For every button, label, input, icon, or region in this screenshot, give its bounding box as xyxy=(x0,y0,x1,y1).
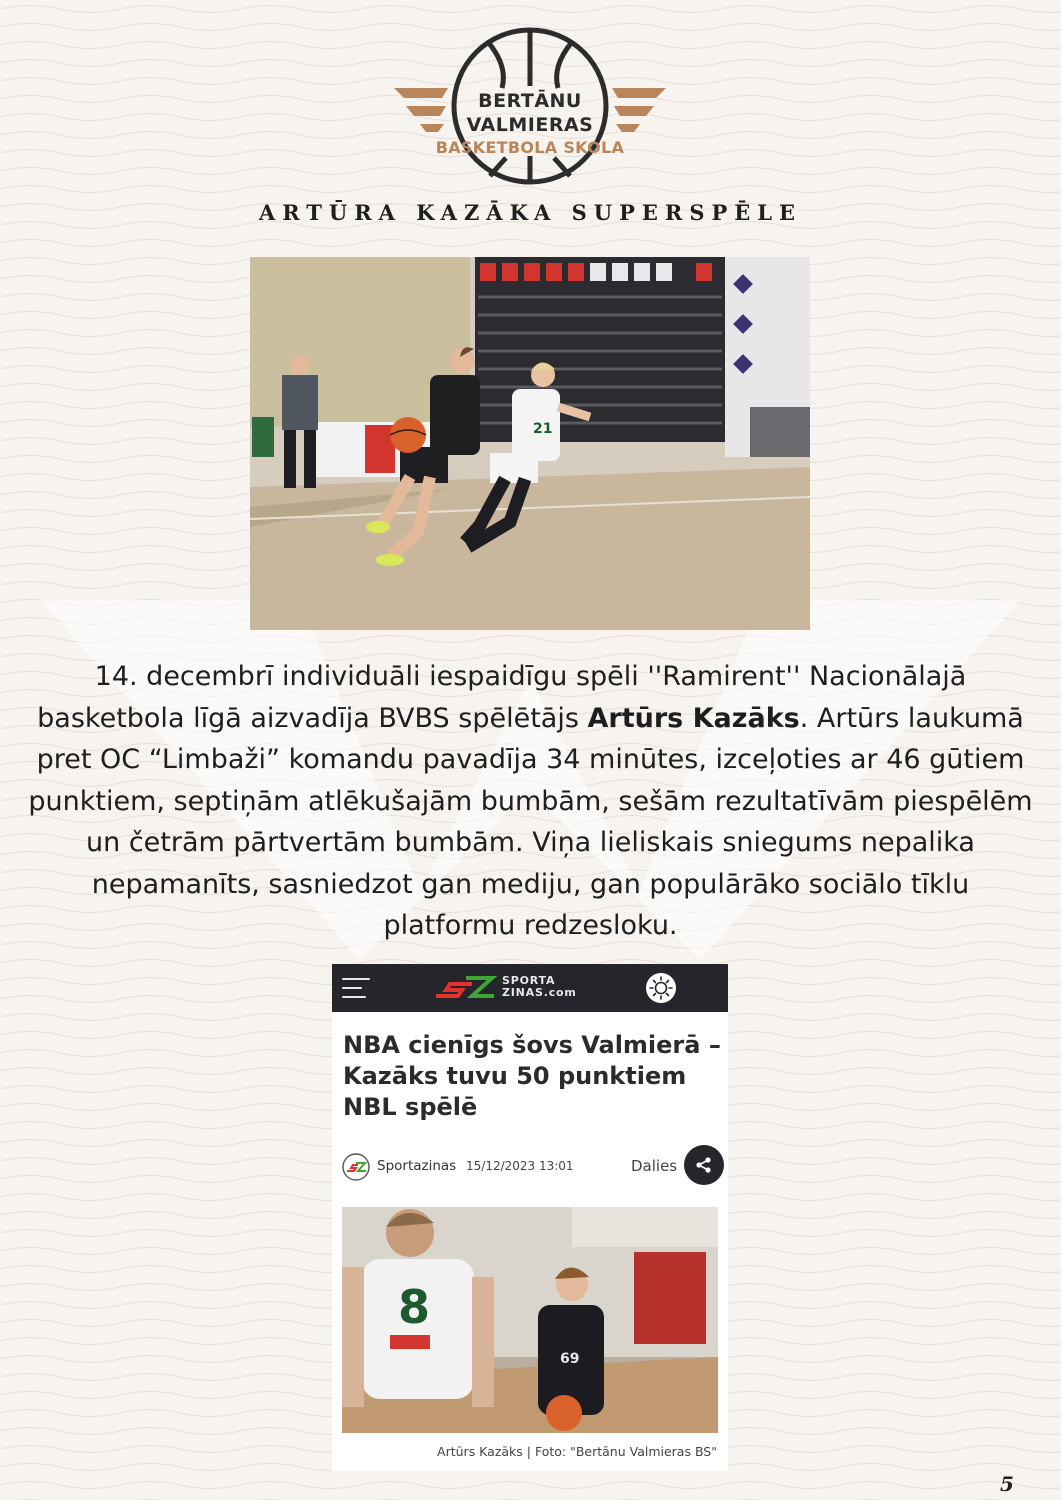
article-photo[interactable] xyxy=(342,1207,718,1433)
school-logo xyxy=(390,26,670,186)
sportazinas-logo-icon[interactable] xyxy=(432,974,498,1002)
main-game-photo xyxy=(250,257,810,630)
card-photo-jersey-number-right: 69 xyxy=(560,1351,580,1367)
article-paragraph xyxy=(24,656,1037,947)
share-label: Dalies xyxy=(631,1157,678,1175)
sun-icon[interactable] xyxy=(645,972,677,1004)
logo-text-line1: BERTĀNU xyxy=(478,90,582,112)
player-name: Artūrs Kazāks xyxy=(587,702,800,734)
article-source[interactable]: Sportazinas xyxy=(377,1158,457,1174)
share-icon xyxy=(695,1156,713,1174)
news-article-card xyxy=(332,964,728,1471)
page-title: ARTŪRA KAZĀKA SUPERSPĒLE xyxy=(258,200,803,225)
share-button[interactable] xyxy=(684,1145,724,1185)
brand-name-line2: ZINAS.com xyxy=(502,986,577,999)
site-header xyxy=(332,964,728,1012)
source-logo-icon xyxy=(342,1153,370,1181)
article-date: 15/12/2023 13:01 xyxy=(466,1159,574,1173)
article-text-intro: 14. decembrī individuāli iespaidīgu spēli ''Ramirent'' Nacionālajā basketbola līgā aizvadīja BVBS spēlētājs xyxy=(37,661,967,734)
brand-name-line1: SPORTA xyxy=(502,974,556,987)
logo-text-line2: VALMIERAS xyxy=(466,114,594,136)
main-photo-jersey-number: 21 xyxy=(533,421,553,437)
logo-text-line3: BASKETBOLA SKOLA xyxy=(435,138,625,157)
page-number: 5 xyxy=(1000,1472,1014,1496)
card-photo-jersey-number-left: 8 xyxy=(398,1280,431,1334)
article-headline[interactable]: NBA cienīgs šovs Valmierā – Kazāks tuvu 50 punktiem NBL spēlē xyxy=(343,1031,721,1121)
photo-caption: Artūrs Kazāks | Foto: "Bertānu Valmieras BS" xyxy=(437,1444,717,1459)
article-text-body: . Artūrs laukumā pret OC “Limbaži” komandu pavadīja 34 minūtes, izceļoties ar 46 gūtiem punktiem, septiņām atlēkušajām bumbām, sešām rezultatīvām piespēlēm un četrām pārtvertām bumbām. Viņa lieliskais sniegums nepalika nepamanīts, sasniedzot gan mediju, gan populārāko sociālo tīklu platformu redzesloku. xyxy=(28,702,1033,941)
hamburger-icon[interactable] xyxy=(342,978,370,998)
